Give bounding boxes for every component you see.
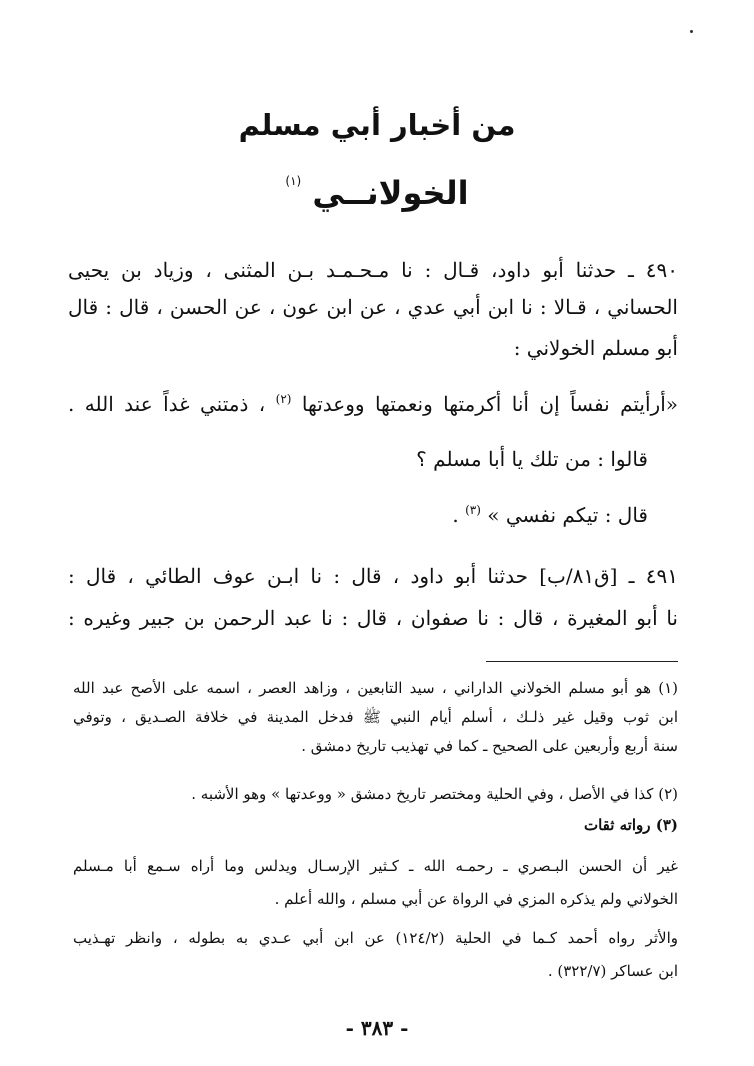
footnote-ref-1: (١) bbox=[285, 174, 302, 188]
body-line: قالوا : من تلك يا أبا مسلم ؟ bbox=[416, 447, 648, 471]
body-line: الحساني ، قـالا : نا ابن أبي عدي ، عن ابن عون ، عن الحسن ، قال : قال bbox=[68, 295, 678, 319]
body-line: أبو مسلم الخولاني : bbox=[513, 336, 678, 360]
footnote-line: ابن عساكر (٣٢٢/٧) . bbox=[547, 962, 678, 980]
footnote-ref-3: (٣) bbox=[465, 503, 481, 517]
page-number: - ٣٨٣ - bbox=[345, 1016, 409, 1040]
footnote-line: ابن ثوب وقيل غير ذلـك ، أسلم أيام النبي ﷺ فدخل المدينة في خلافة الصـديق ، وتوفي bbox=[73, 708, 678, 726]
quote-line bbox=[68, 392, 678, 416]
chapter-title-line2 bbox=[0, 174, 754, 212]
footnote-ref-2: (٢) bbox=[275, 392, 292, 406]
body-line: نا أبو المغيرة ، قال : نا صفوان ، قال : نا عبد الرحمن بن جبير وغيره : bbox=[68, 606, 678, 630]
footnote-line: (٢) كذا في الأصل ، وفي الحلية ومختصر تاريخ دمشق « ووعدتها » وهو الأشبه . bbox=[191, 785, 678, 803]
body-line: ٤٩١ ـ [ق٨١/ب] حدثنا أبو داود ، قال : نا ابـن عوف الطائي ، قال : bbox=[68, 564, 678, 588]
quote-text-b: ، ذمتني غداً عند الله . bbox=[68, 392, 266, 416]
footnote-line: (١) هو أبو مسلم الخولاني الداراني ، سيد التابعين ، وزاهد العصر ، اسمه على الأصح عبد الله bbox=[73, 679, 678, 697]
chapter-title bbox=[0, 108, 754, 142]
chapter-title-name: الخولانــي bbox=[312, 174, 469, 212]
footnote-separator bbox=[486, 661, 678, 662]
footnote-heading: (٣) رواته ثقات bbox=[583, 816, 678, 834]
footnote-line: سنة أربع وأربعين على الصحيح ـ كما في تهذيب تاريخ دمشق . bbox=[301, 737, 678, 755]
answer-end: . bbox=[452, 503, 459, 527]
chapter-title-text: من أخبار أبي مسلم bbox=[238, 108, 516, 142]
footnote-line: غير أن الحسن البـصري ـ رحمـه الله ـ كـثير الإرسـال ويدلس وما أراه سـمع أبا مـسلم bbox=[73, 857, 678, 875]
answer-line bbox=[68, 503, 648, 527]
body-line: ٤٩٠ ـ حدثنا أبو داود، قـال : نا مـحـمـد بـن المثنى ، وزياد بن يحيى bbox=[68, 258, 678, 282]
footnote-line: الخولاني ولم يذكره المزي في الرواة عن أبي مسلم ، والله أعلم . bbox=[274, 890, 678, 908]
answer-text: قال : تيكم نفسي » bbox=[487, 503, 648, 527]
scan-speck bbox=[690, 30, 693, 33]
quote-text-a: «أرأيتم نفساً إن أنا أكرمتها ونعمتها ووعدتها bbox=[301, 392, 678, 416]
footnote-line: والأثر رواه أحمد كـما في الحلية (١٢٤/٢) عن ابن أبي عـدي به بطوله ، وانظر تهـذيب bbox=[73, 929, 678, 947]
